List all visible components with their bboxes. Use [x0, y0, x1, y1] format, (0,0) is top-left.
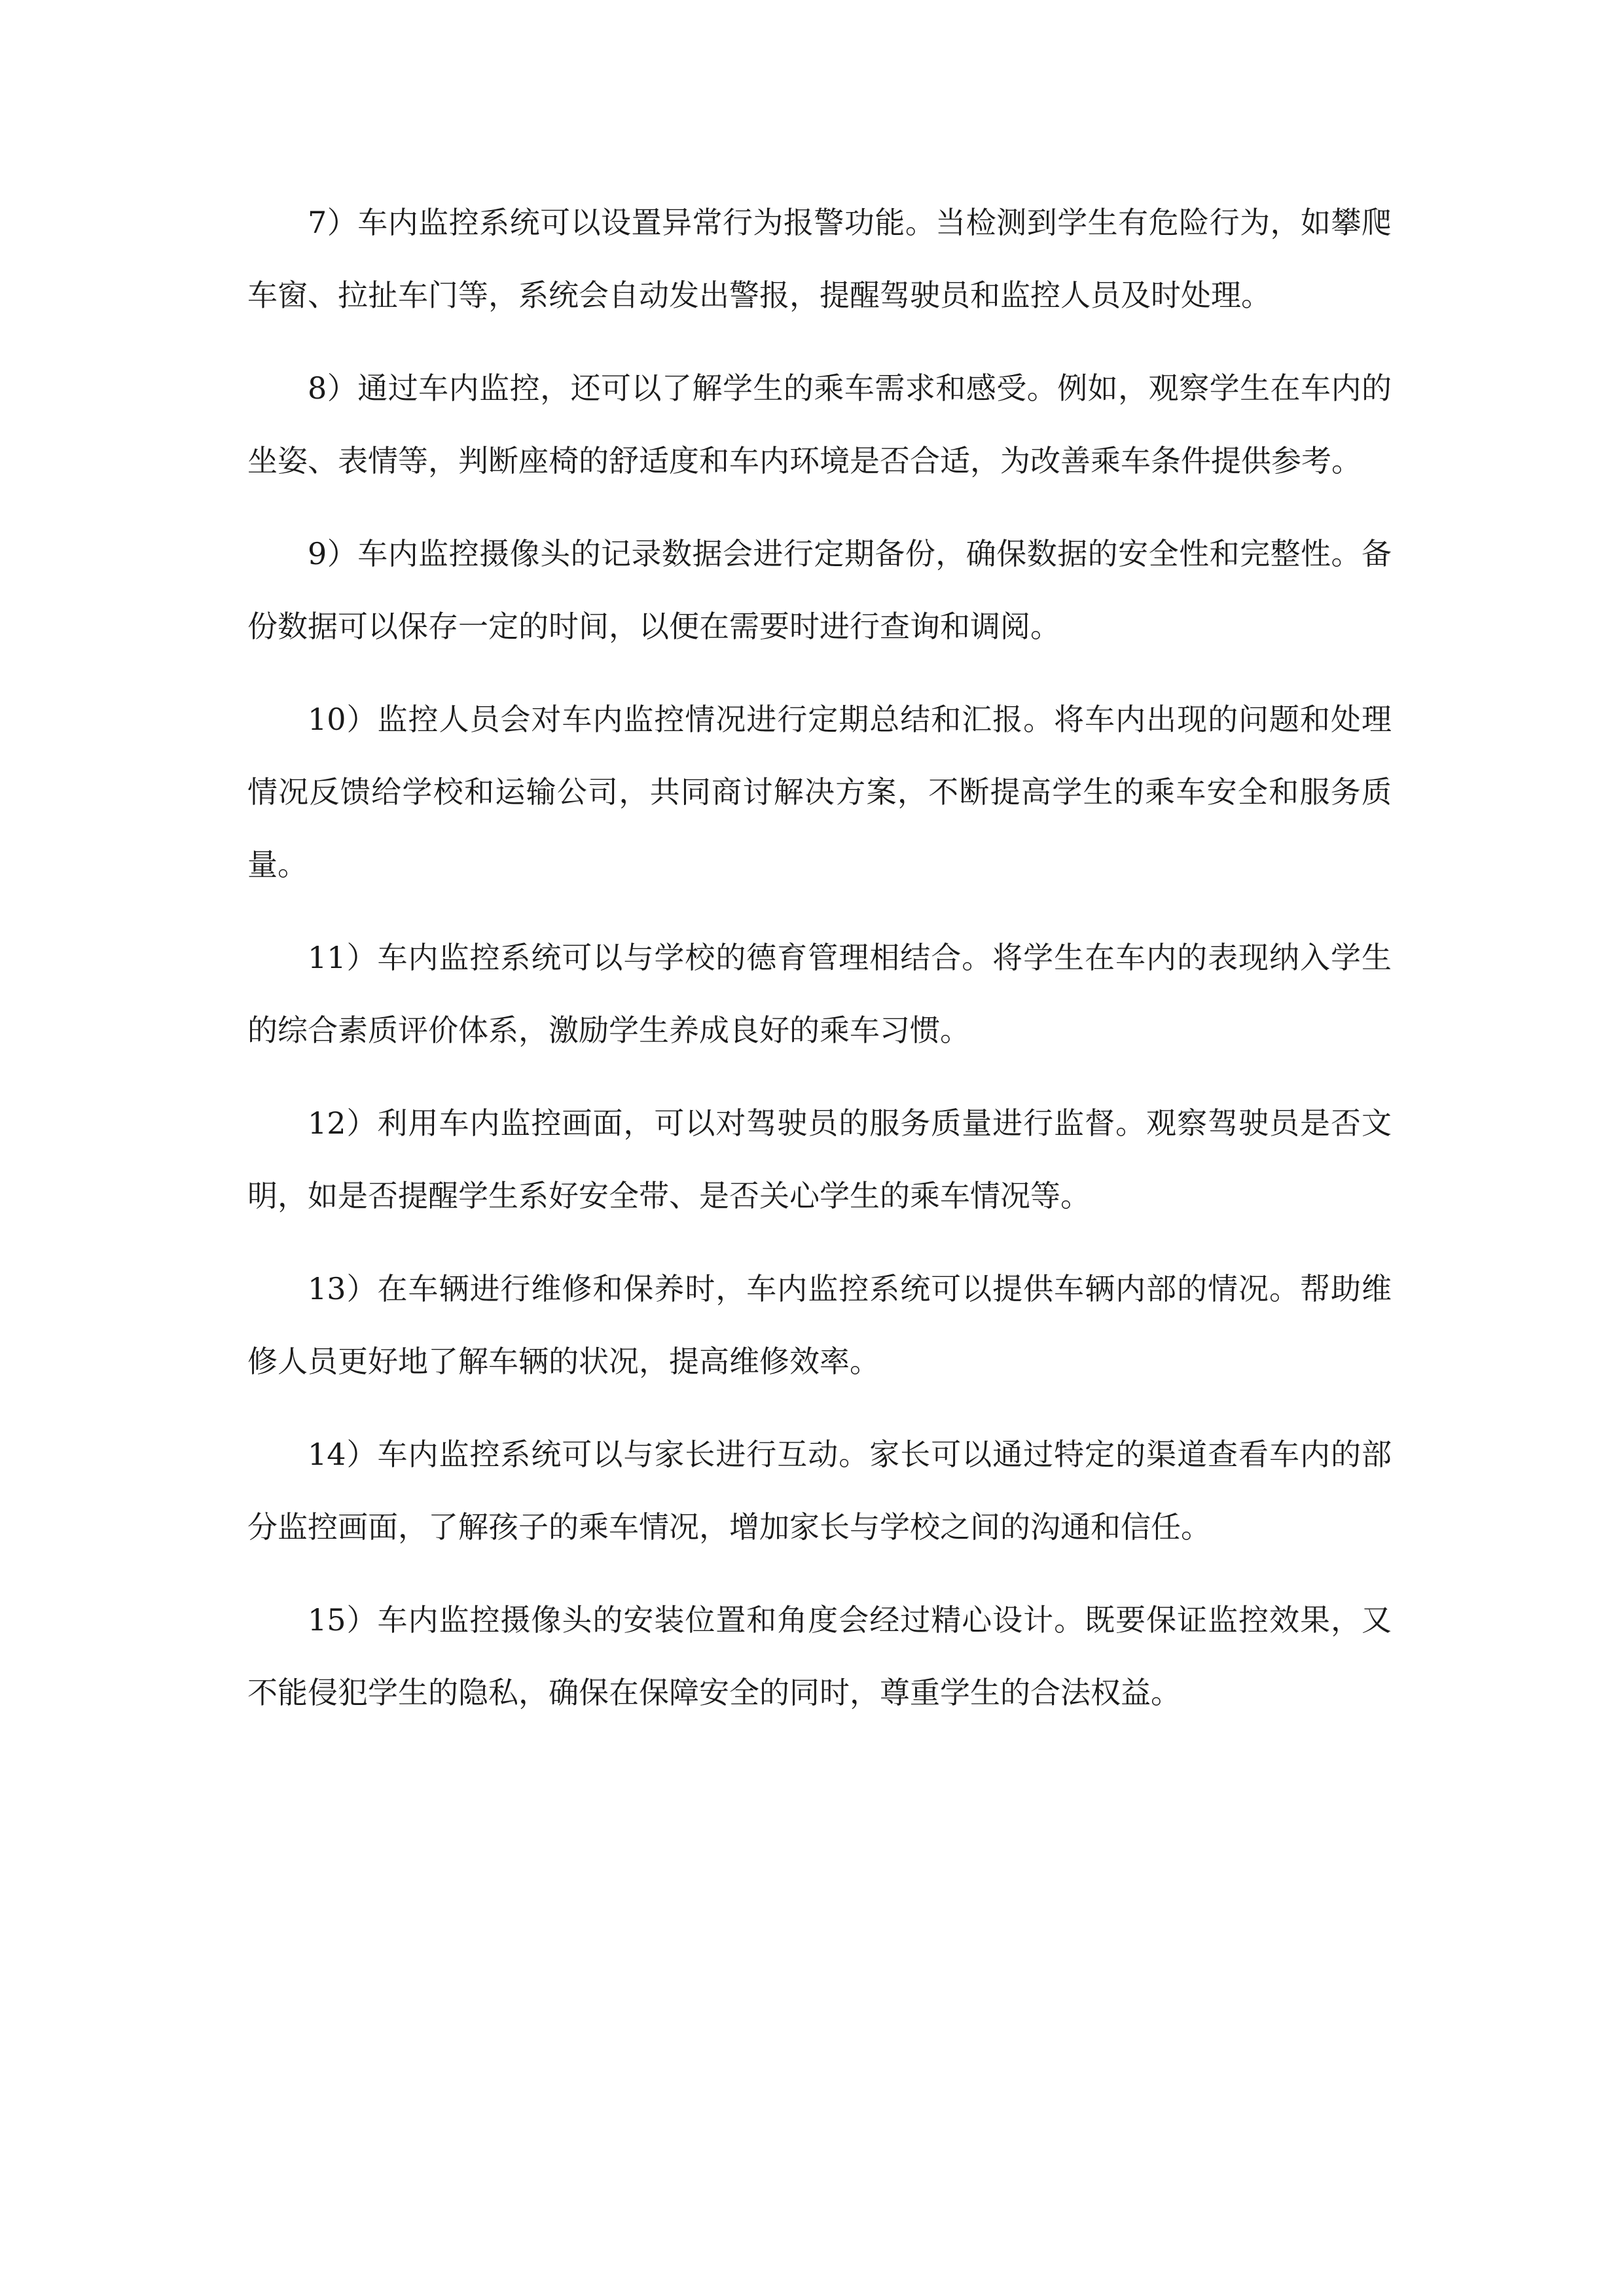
paragraph-14: 14）车内监控系统可以与家长进行互动。家长可以通过特定的渠道查看车内的部分监控画面，了解孩子的乘车情况，增加家长与学校之间的沟通和信任。	[247, 1437, 1392, 1545]
document-body	[247, 187, 1392, 1749]
paragraph-7: 7）车内监控系统可以设置异常行为报警功能。当检测到学生有危险行为，如攀爬车窗、拉扯车门等，系统会自动发出警报，提醒驾驶员和监控人员及时处理。	[247, 205, 1392, 313]
paragraph-12: 12）利用车内监控画面，可以对驾驶员的服务质量进行监督。观察驾驶员是否文明，如是否提醒学生系好安全带、是否关心学生的乘车情况等。	[247, 1105, 1392, 1213]
paragraph-15: 15）车内监控摄像头的安装位置和角度会经过精心设计。既要保证监控效果，又不能侵犯学生的隐私，确保在保障安全的同时，尊重学生的合法权益。	[247, 1602, 1392, 1710]
paragraph-13: 13）在车辆进行维修和保养时，车内监控系统可以提供车辆内部的情况。帮助维修人员更好地了解车辆的状况，提高维修效率。	[247, 1271, 1392, 1379]
paragraph-8: 8）通过车内监控，还可以了解学生的乘车需求和感受。例如，观察学生在车内的坐姿、表情等，判断座椅的舒适度和车内环境是否合适，为改善乘车条件提供参考。	[247, 370, 1392, 478]
paragraph-11: 11）车内监控系统可以与学校的德育管理相结合。将学生在车内的表现纳入学生的综合素质评价体系，激励学生养成良好的乘车习惯。	[247, 940, 1392, 1048]
paragraph-10: 10）监控人员会对车内监控情况进行定期总结和汇报。将车内出现的问题和处理情况反馈给学校和运输公司，共同商讨解决方案，不断提高学生的乘车安全和服务质量。	[247, 702, 1392, 882]
paragraph-9: 9）车内监控摄像头的记录数据会进行定期备份，确保数据的安全性和完整性。备份数据可以保存一定的时间，以便在需要时进行查询和调阅。	[247, 536, 1392, 644]
